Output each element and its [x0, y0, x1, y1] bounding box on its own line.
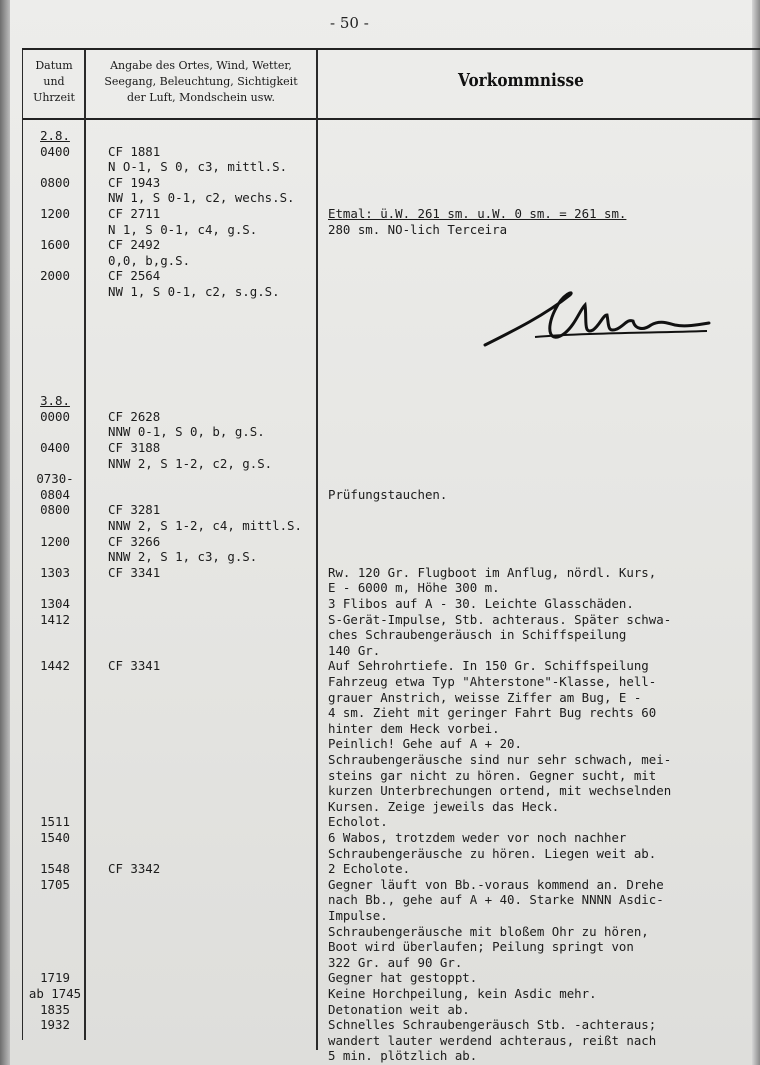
signature [475, 275, 715, 365]
header-bottom-rule [22, 118, 760, 120]
log-time: 0730- [36, 471, 74, 487]
log-event: grauer Anstrich, weisse Ziffer am Bug, E - [328, 689, 642, 705]
header-angabe: Angabe des Ortes, Wind, Wetter, Seegang, Beleuchtung, Sichtigkeit der Luft, Mondschein usw. [104, 59, 298, 104]
log-time: 1932 [40, 1017, 70, 1033]
log-event: Detonation weit ab. [328, 1001, 470, 1017]
header-datum: Datum und Uhrzeit [33, 59, 75, 104]
log-event: Impulse. [328, 908, 388, 923]
log-time: 2000 [40, 268, 70, 284]
log-event: 6 Wabos, trotzdem weder vor noch nachher [328, 830, 627, 845]
log-weather: CF 3341 [108, 564, 161, 580]
log-weather: N O-1, S 0, c3, mittl.S. [108, 159, 288, 175]
log-weather: CF 3188 [108, 440, 161, 455]
log-event: Etmal: ü.W. 261 sm. u.W. 0 sm. = 261 sm. [328, 206, 627, 221]
log-event: Schraubengeräusche sind nur sehr schwach, mei- [328, 752, 672, 767]
log-weather: CF 2628 [108, 408, 161, 424]
log-time: 1540 [40, 830, 70, 845]
log-event: E - 6000 m, Höhe 300 m. [328, 580, 500, 596]
left-margin-line [22, 50, 23, 1040]
log-weather: N 1, S 0-1, c4, g.S. [108, 221, 258, 237]
log-weather: 0,0, b,g.S. [108, 252, 191, 268]
log-weather: NNW 2, S 1, c3, g.S. [108, 549, 258, 565]
log-event: Schraubengeräusche zu hören. Liegen weit ab. [328, 845, 657, 861]
log-time: 1304 [40, 596, 70, 611]
log-event: ches Schraubengeräusch in Schiffspeilung [328, 627, 627, 643]
column-divider-1 [84, 50, 86, 1040]
log-event: 4 sm. Zieht mit geringer Fahrt Bug rechts 60 [328, 705, 657, 721]
log-time: 1442 [40, 658, 70, 674]
log-time: 1200 [40, 206, 70, 221]
log-time: 0800 [40, 502, 70, 518]
log-time: 0800 [40, 174, 70, 190]
log-event: 3 Flibos auf A - 30. Leichte Glasschäden. [328, 596, 634, 611]
log-event: Fahrzeug etwa Typ "Ahterstone"-Klasse, hell- [328, 674, 657, 689]
log-event: Rw. 120 Gr. Flugboot im Anflug, nördl. Kurs, [328, 564, 657, 580]
log-event: S-Gerät-Impulse, Stb. achteraus. Später schwa- [328, 611, 672, 627]
log-event: Prüfungstauchen. [328, 486, 448, 502]
page-left-edge [0, 0, 10, 1065]
header-top-rule [22, 48, 760, 50]
log-time: 1548 [40, 861, 70, 877]
log-event: 322 Gr. auf 90 Gr. [328, 954, 463, 970]
log-event: Keine Horchpeilung, kein Asdic mehr. [328, 986, 597, 1001]
log-time: 0400 [40, 440, 70, 455]
log-event: 2 Echolote. [328, 861, 411, 877]
log-event: Boot wird überlaufen; Peilung springt von [328, 939, 634, 955]
column-divider-2 [316, 50, 318, 1050]
log-time: 2.8. [40, 128, 70, 143]
page-number: - 50 - [330, 14, 369, 32]
log-time: 1200 [40, 533, 70, 549]
log-weather: CF 1881 [108, 143, 161, 159]
log-time: 3.8. [40, 393, 70, 409]
log-weather: NNW 2, S 1-2, c2, g.S. [108, 455, 273, 471]
log-time: 1511 [40, 814, 70, 830]
log-event: Schraubengeräusche mit bloßem Ohr zu hören, [328, 923, 649, 939]
log-weather: CF 2564 [108, 268, 161, 284]
log-event: steins gar nicht zu hören. Gegner sucht, mit [328, 767, 657, 783]
log-time: 0000 [40, 408, 70, 424]
log-event: hinter dem Heck vorbei. [328, 720, 500, 736]
log-event: kurzen Unterbrechungen ortend, mit wechselnden [328, 783, 672, 799]
log-time: 0400 [40, 143, 70, 159]
log-time: ab 1745 [28, 986, 82, 1001]
log-weather: NNW 2, S 1-2, c4, mittl.S. [108, 518, 302, 533]
log-event: 140 Gr. [328, 642, 381, 658]
log-event: Peinlich! Gehe auf A + 20. [328, 736, 522, 752]
log-weather: CF 3342 [108, 861, 161, 877]
log-event: nach Bb., gehe auf A + 40. Starke NNNN Asdic- [328, 892, 664, 908]
log-weather: NW 1, S 0-1, c2, wechs.S. [108, 190, 295, 206]
log-time: 1705 [40, 876, 70, 892]
log-event: Kursen. Zeige jeweils das Heck. [328, 798, 560, 814]
log-event: wandert lauter werdend achteraus, reißt nach [328, 1032, 657, 1048]
header-vorkommnisse: Vorkommnisse [458, 70, 584, 91]
log-time: 1835 [40, 1001, 70, 1017]
log-weather: CF 1943 [108, 174, 161, 190]
log-event: Echolot. [328, 814, 388, 830]
log-event: Auf Sehrohrtiefe. In 150 Gr. Schiffspeilung [328, 658, 649, 674]
log-weather: CF 2492 [108, 237, 161, 253]
log-time: 1600 [40, 237, 70, 253]
log-time: 1303 [40, 564, 70, 580]
log-event: Gegner läuft von Bb.-voraus kommend an. Drehe [328, 876, 664, 892]
log-weather: CF 3341 [108, 658, 161, 674]
log-time: 1719 [40, 970, 70, 986]
log-weather: CF 3281 [108, 502, 161, 518]
log-event: 5 min. plötzlich ab. [328, 1048, 478, 1064]
log-event: Schnelles Schraubengeräusch Stb. -achteraus; [328, 1017, 657, 1033]
log-weather: CF 2711 [108, 206, 161, 221]
log-time: 1412 [40, 611, 70, 627]
log-weather: NNW 0-1, S 0, b, g.S. [108, 424, 265, 440]
log-event: 280 sm. NO-lich Terceira [328, 221, 508, 237]
log-weather: CF 3266 [108, 533, 161, 549]
log-weather: NW 1, S 0-1, c2, s.g.S. [108, 284, 280, 299]
log-event: Gegner hat gestoppt. [328, 970, 478, 986]
log-time: 0804 [40, 486, 70, 502]
page-right-edge [752, 0, 760, 1065]
